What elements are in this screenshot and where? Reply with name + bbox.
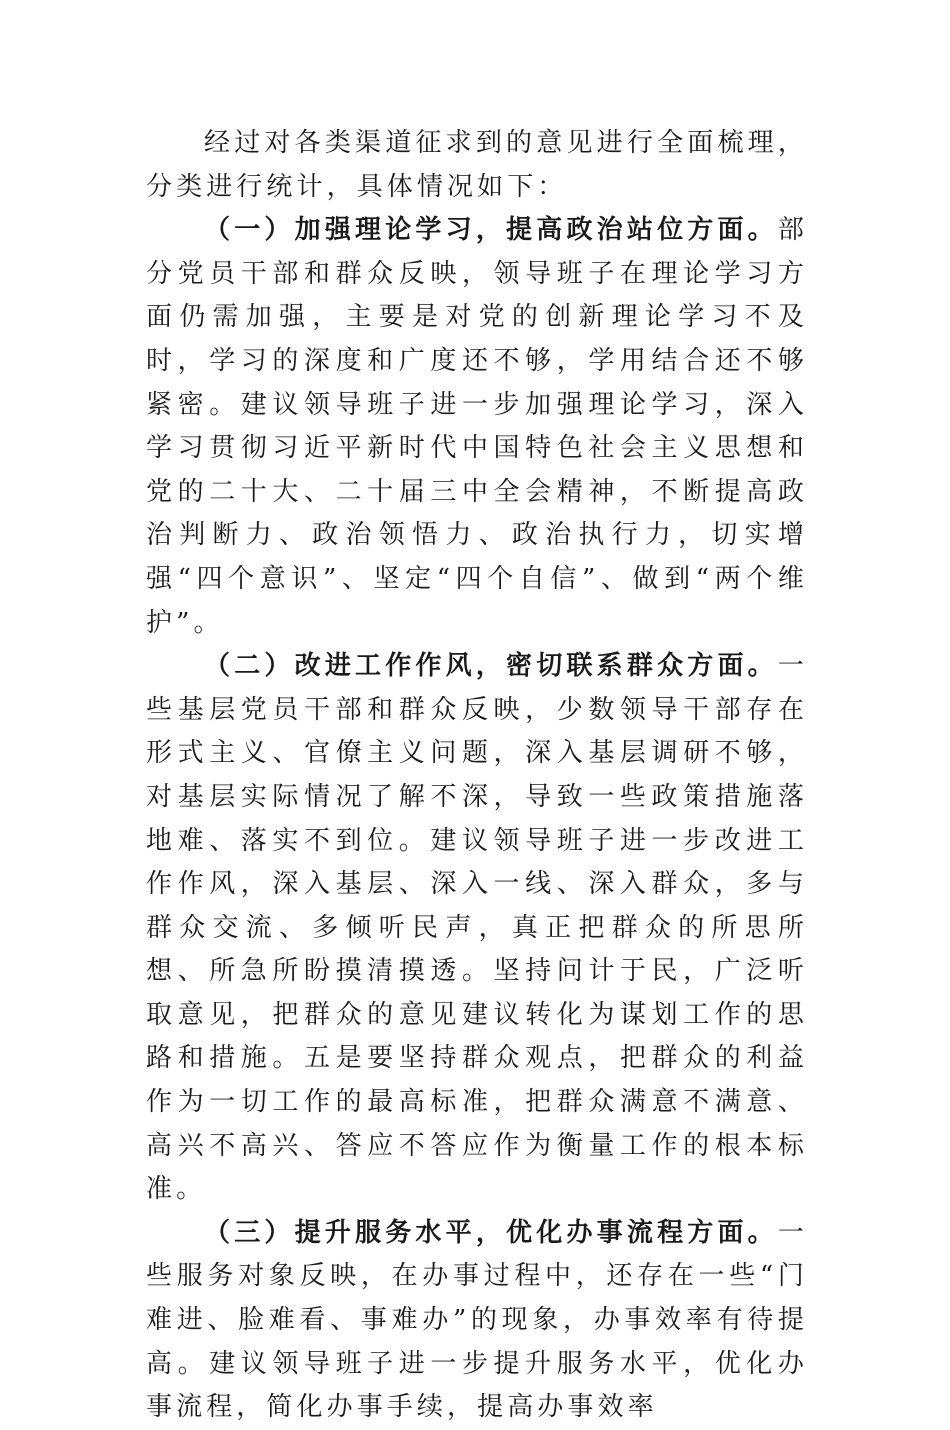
section-paragraph-2 (146, 645, 808, 1212)
section-paragraph-1 (146, 209, 808, 645)
section-heading-1: （一）加强理论学习，提高政治站位方面。 (204, 215, 778, 246)
section-body-1: 部分党员干部和群众反映，领导班子在理论学习方面仍需加强，主要是对党的创新理论学习不及时，学习的深度和广度还不够，学用结合还不够紧密。建议领导班子进一步加强理论学习，深入学习贯彻习近平新时代中国特色社会主义思想和党的二十大、二十届三中全会精神，不断提高政治判断力、政治领悟力、政治执行力，切实增强“四个意识”、坚定“四个自信”、做到“两个维护”。 (146, 215, 808, 638)
document-body (146, 122, 808, 1430)
section-body-3: 一些服务对象反映，在办事过程中，还存在一些“门难进、脸难看、事难办”的现象，办事效率有待提高。建议领导班子进一步提升服务水平，优化办事流程，简化办事手续，提高办事效率 (146, 1217, 808, 1423)
intro-paragraph (146, 122, 808, 209)
section-body-2: 一些基层党员干部和群众反映，少数领导干部存在形式主义、官僚主义问题，深入基层调研不够，对基层实际情况了解不深，导致一些政策措施落地难、落实不到位。建议领导班子进一步改进工作作风，深入基层、深入一线、深入群众，多与群众交流、多倾听民声，真正把群众的所思所想、所急所盼摸清摸透。坚持问计于民，广泛听取意见，把群众的意见建议转化为谋划工作的思路和措施。五是要坚持群众观点，把群众的利益作为一切工作的最高标准，把群众满意不满意、高兴不高兴、答应不答应作为衡量工作的根本标准。 (146, 651, 808, 1205)
section-heading-3: （三）提升服务水平，优化办事流程方面。 (204, 1217, 778, 1248)
intro-text: 经过对各类渠道征求到的意见进行全面梳理，分类进行统计，具体情况如下： (146, 128, 808, 202)
section-paragraph-3 (146, 1212, 808, 1430)
section-heading-2: （二）改进工作作风，密切联系群众方面。 (204, 651, 778, 682)
